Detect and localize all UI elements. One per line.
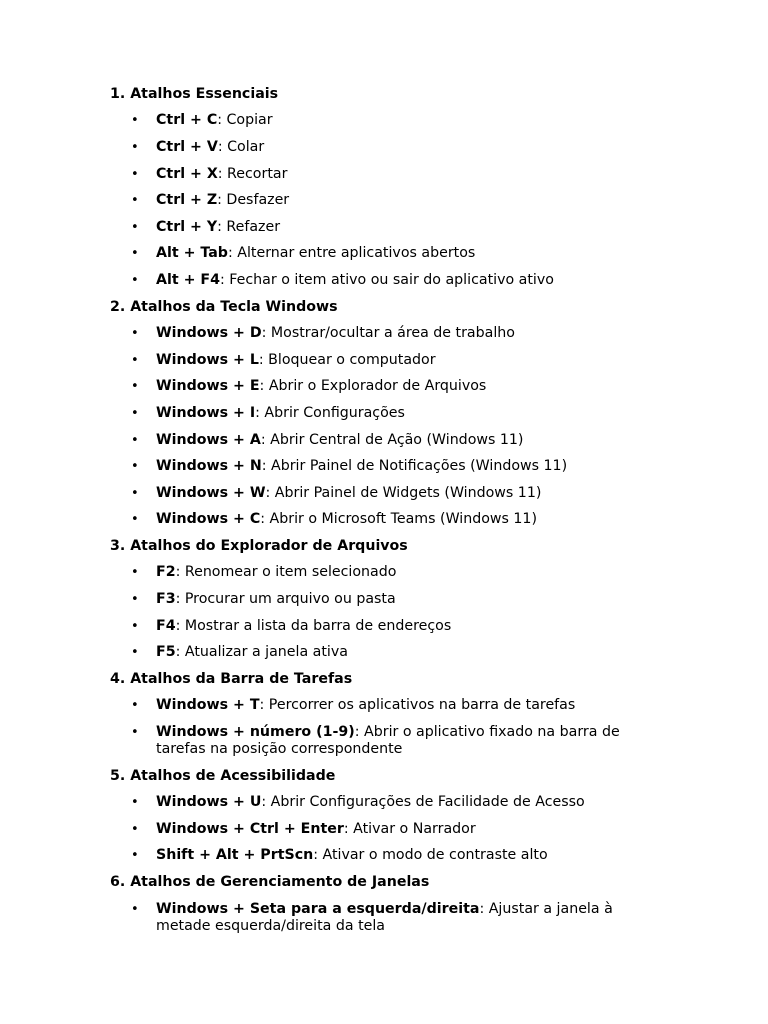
bullet-icon: •: [131, 698, 139, 714]
shortcut-list: [110, 323, 650, 528]
bullet-icon: •: [131, 512, 139, 528]
shortcut-item: [110, 270, 650, 289]
bullet-icon: •: [131, 618, 139, 634]
shortcut-description: : Abrir Central de Ação (Windows 11): [260, 431, 524, 448]
shortcut-description: : Recortar: [217, 165, 288, 182]
bullet-icon: •: [131, 113, 139, 129]
bullet-icon: •: [131, 848, 139, 864]
shortcut-keys: Windows + E: [156, 378, 260, 395]
shortcut-keys: F3: [156, 591, 176, 608]
section-heading: 3. Atalhos do Explorador de Arquivos: [110, 538, 408, 555]
shortcut-item: [110, 377, 650, 396]
shortcut-item: [110, 483, 650, 502]
shortcut-description: : Fechar o item ativo ou sair do aplicativo ativo: [219, 271, 554, 288]
bullet-icon: •: [131, 795, 139, 811]
shortcut-list: [110, 696, 650, 758]
bullet-icon: •: [131, 821, 139, 837]
bullet-icon: •: [131, 326, 139, 342]
shortcut-description: : Colar: [217, 138, 265, 155]
shortcut-keys: Windows + T: [156, 697, 260, 714]
shortcut-list: [110, 111, 650, 289]
shortcut-keys: Windows + U: [156, 794, 262, 811]
shortcut-description: : Abrir Painel de Widgets (Windows 11): [265, 484, 542, 501]
shortcut-item: [110, 616, 650, 635]
bullet-icon: •: [131, 485, 139, 501]
shortcut-keys: Windows + C: [156, 511, 261, 528]
shortcut-description: : Desfazer: [217, 192, 290, 209]
shortcut-list: [110, 563, 650, 662]
shortcut-keys: Windows + A: [156, 431, 261, 448]
section-heading: 6. Atalhos de Gerenciamento de Janelas: [110, 874, 430, 891]
shortcut-description: : Abrir Painel de Notificações (Windows 11): [261, 458, 568, 475]
shortcut-keys: F4: [156, 617, 176, 634]
shortcut-description: : Abrir o Microsoft Teams (Windows 11): [260, 511, 537, 528]
shortcut-item: [110, 350, 650, 369]
shortcut-keys: Windows + I: [156, 404, 256, 421]
bullet-icon: •: [131, 272, 139, 288]
shortcut-description: : Mostrar a lista da barra de endereços: [175, 617, 452, 634]
bullet-icon: •: [131, 901, 139, 917]
bullet-icon: •: [131, 592, 139, 608]
shortcut-item: [110, 190, 650, 209]
shortcut-description: : Procurar um arquivo ou pasta: [175, 591, 396, 608]
shortcut-keys: F2: [156, 564, 176, 581]
shortcut-item: [110, 111, 650, 130]
shortcut-description: : Abrir Configurações de Facilidade de Acesso: [261, 794, 585, 811]
section-heading: 5. Atalhos de Acessibilidade: [110, 767, 336, 784]
shortcut-keys: Windows + W: [156, 484, 266, 501]
shortcut-keys: Windows + N: [156, 458, 262, 475]
shortcut-item: [110, 722, 650, 758]
shortcut-item: [110, 430, 650, 449]
shortcut-keys: Alt + Tab: [156, 245, 228, 262]
shortcut-description: : Abrir o aplicativo fixado na barra de tarefas na posição correspondente: [156, 724, 620, 758]
shortcut-description: : Abrir Configurações: [255, 404, 405, 421]
shortcut-keys: Ctrl + X: [156, 165, 218, 182]
shortcut-item: [110, 696, 650, 715]
bullet-icon: •: [131, 379, 139, 395]
shortcut-keys: Shift + Alt + PrtScn: [156, 847, 314, 864]
shortcut-description: : Bloquear o computador: [258, 351, 436, 368]
bullet-icon: •: [131, 166, 139, 182]
bullet-icon: •: [131, 219, 139, 235]
shortcut-description: : Mostrar/ocultar a área de trabalho: [261, 325, 515, 342]
shortcut-keys: Windows + D: [156, 325, 262, 342]
shortcut-item: [110, 899, 650, 935]
shortcut-item: [110, 589, 650, 608]
shortcut-item: [110, 846, 650, 865]
shortcut-item: [110, 403, 650, 422]
shortcut-item: [110, 819, 650, 838]
shortcut-item: [110, 323, 650, 342]
shortcut-description: : Percorrer os aplicativos na barra de tarefas: [259, 697, 576, 714]
shortcut-item: [110, 792, 650, 811]
shortcut-description: : Copiar: [217, 112, 273, 129]
document-body: [110, 84, 650, 942]
shortcut-keys: Windows + Seta para a esquerda/direita: [156, 900, 480, 917]
shortcut-keys: Ctrl + C: [156, 112, 218, 129]
bullet-icon: •: [131, 405, 139, 421]
shortcut-item: [110, 244, 650, 263]
shortcut-item: [110, 510, 650, 529]
bullet-icon: •: [131, 246, 139, 262]
shortcut-keys: F5: [156, 644, 176, 661]
shortcut-list: [110, 899, 650, 935]
shortcut-list: [110, 792, 650, 864]
bullet-icon: •: [131, 432, 139, 448]
bullet-icon: •: [131, 725, 139, 741]
shortcut-description: : Ativar o Narrador: [343, 820, 476, 837]
bullet-icon: •: [131, 139, 139, 155]
shortcut-description: : Ativar o modo de contraste alto: [313, 847, 548, 864]
shortcut-keys: Ctrl + V: [156, 138, 218, 155]
shortcut-description: : Abrir o Explorador de Arquivos: [259, 378, 487, 395]
section-heading: 4. Atalhos da Barra de Tarefas: [110, 671, 353, 688]
shortcut-item: [110, 642, 650, 661]
bullet-icon: •: [131, 352, 139, 368]
shortcut-keys: Alt + F4: [156, 271, 220, 288]
shortcut-item: [110, 164, 650, 183]
shortcut-description: : Ajustar a janela à metade esquerda/direita da tela: [156, 900, 613, 934]
shortcut-description: : Renomear o item selecionado: [175, 564, 397, 581]
bullet-icon: •: [131, 645, 139, 661]
shortcut-keys: Ctrl + Z: [156, 192, 218, 209]
shortcut-keys: Windows + L: [156, 351, 259, 368]
section-heading: 2. Atalhos da Tecla Windows: [110, 298, 338, 315]
shortcut-description: : Refazer: [217, 218, 281, 235]
section-heading: 1. Atalhos Essenciais: [110, 86, 279, 102]
shortcut-item: [110, 217, 650, 236]
bullet-icon: •: [131, 459, 139, 475]
shortcut-item: [110, 563, 650, 582]
shortcut-item: [110, 137, 650, 156]
shortcut-item: [110, 456, 650, 475]
shortcut-description: : Alternar entre aplicativos abertos: [227, 245, 476, 262]
shortcut-description: : Atualizar a janela ativa: [175, 644, 348, 661]
shortcut-keys: Windows + número (1-9): [156, 724, 355, 741]
bullet-icon: •: [131, 193, 139, 209]
shortcut-keys: Windows + Ctrl + Enter: [156, 820, 344, 837]
shortcut-keys: Ctrl + Y: [156, 218, 218, 235]
bullet-icon: •: [131, 565, 139, 581]
